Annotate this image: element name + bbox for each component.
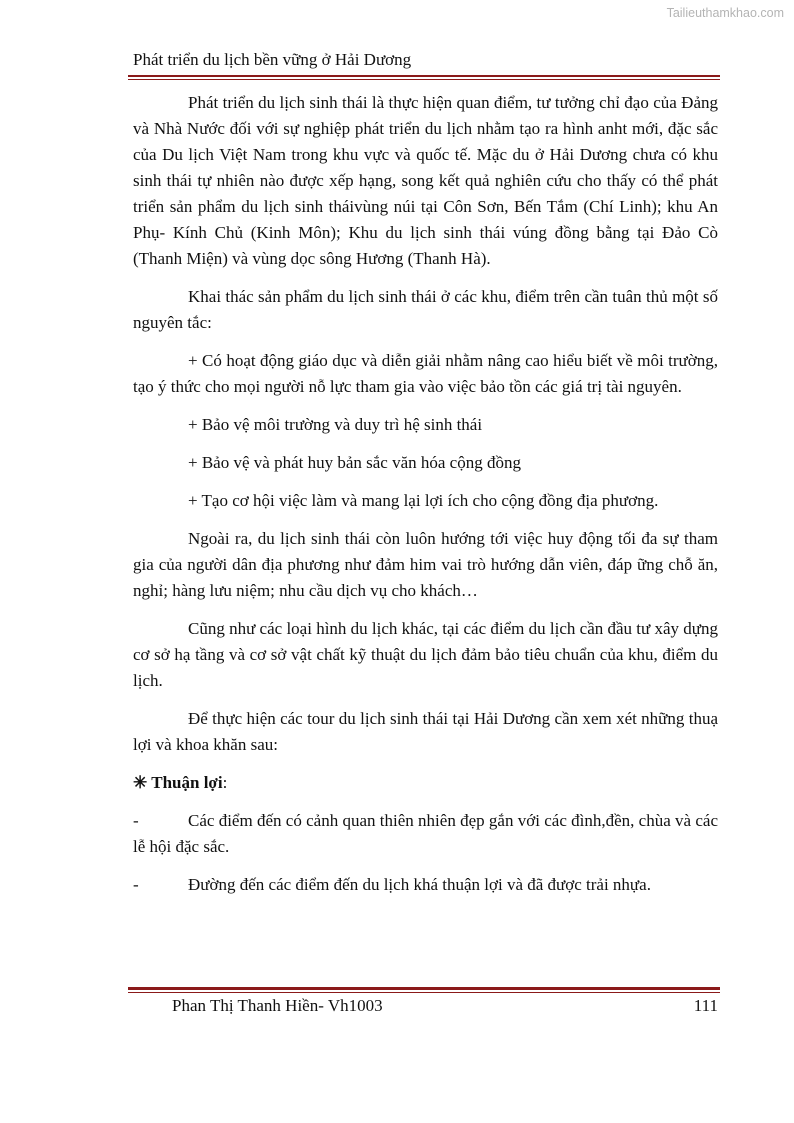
footer-rule	[128, 987, 720, 993]
asterisk-icon: ✳	[133, 773, 148, 792]
footer-author: Phan Thị Thanh Hiền- Vh1003	[172, 996, 383, 1015]
bullet-education: + Có hoạt động giáo dục và diễn giải nhằm nâng cao hiểu biết về môi trường, tạo ý thức cho mọi người nỗ lực tham gia vào việc bảo tồn các giá trị tài nguyên.	[133, 351, 718, 396]
list-item-text: Các điểm đến có cảnh quan thiên nhiên đẹp gắn với các đình,đền, chùa và các lễ hội đặc sắc.	[133, 811, 718, 856]
page-footer	[172, 996, 718, 1016]
paragraph-tour: Để thực hiện các tour du lịch sinh thái tại Hải Dương cần xem xét những thuạ lợi và khoa khăn sau:	[133, 709, 718, 754]
page-body	[133, 90, 718, 910]
bullet-jobs: + Tạo cơ hội việc làm và mang lại lợi ích cho cộng đồng địa phương.	[188, 491, 659, 510]
list-item-text: Đường đến các điểm đến du lịch khá thuận lợi và đã được trải nhựa.	[188, 875, 651, 894]
running-head: Phát triển du lịch bền vững ở Hải Dương	[133, 50, 412, 69]
list-item-scenery	[133, 808, 718, 860]
paragraph-infrastructure: Cũng như các loại hình du lịch khác, tại các điểm du lịch cần đầu tư xây dựng cơ sở hạ tầng và cơ sở vật chất kỹ thuật du lịch đảm bảo tiêu chuẩn của khu, điểm du lịch.	[133, 619, 718, 690]
bullet-culture: + Bảo vệ và phát huy bản sắc văn hóa cộng đồng	[188, 453, 521, 472]
page-number: 111	[693, 996, 718, 1015]
heading-text: Thuận lợi	[151, 773, 223, 792]
bullet-environment: + Bảo vệ môi trường và duy trì hệ sinh thái	[188, 415, 483, 434]
watermark: Tailieuthamkhao.com	[666, 6, 784, 20]
section-heading	[133, 770, 718, 796]
paragraph-principles: Khai thác sản phẩm du lịch sinh thái ở các khu, điểm trên cần tuân thủ một số nguyên tắc:	[133, 287, 718, 332]
paragraph-intro: Phát triển du lịch sinh thái là thực hiện quan điểm, tư tưởng chỉ đạo của Đảng và Nhà Nước đối với sự nghiệp phát triển du lịch nhằm tạo ra hình anht mới, đặc sắc của Du lịch Việt Nam trong khu vực và quốc tế. Mặc du ở Hải Dương chưa có khu sinh thái tự nhiên nào được xếp hạng, song kết quả nghiên cứu cho thấy có thể phát triển sản phẩm du lịch sinh tháivùng núi tại Côn Sơn, Bến Tắm (Chí Linh); khu An Phụ- Kính Chủ (Kinh Môn); Khu du lịch sinh thái vúng đồng bằng tại Đảo Cò (Thanh Miện) và vùng dọc sông Hương (Thanh Hà).	[133, 93, 718, 268]
dash-marker: -	[133, 875, 139, 894]
header-rule	[128, 75, 720, 80]
heading-colon: :	[222, 773, 228, 792]
list-item-roads	[133, 872, 718, 898]
paragraph-community: Ngoài ra, du lịch sinh thái còn luôn hướng tới việc huy động tối đa sự tham gia của người dân địa phương như đảm him vai trò hướng dẫn viên, đáp ững chỗ ăn, nghỉ; hàng lưu niệm; nhu cầu dịch vụ cho khách…	[133, 529, 718, 600]
dash-marker: -	[133, 811, 139, 830]
